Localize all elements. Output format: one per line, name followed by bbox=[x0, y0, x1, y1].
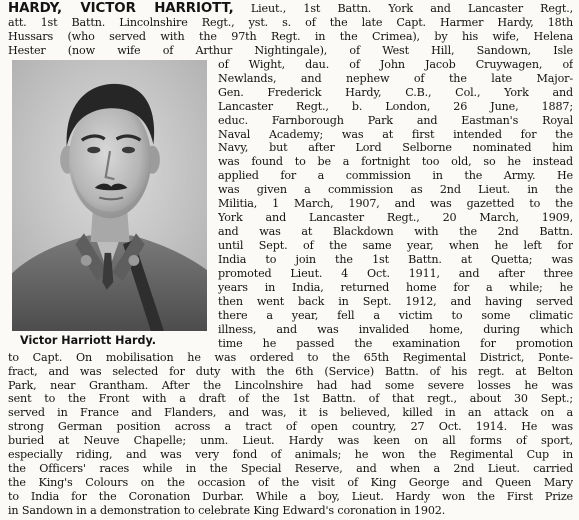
entry-line-side-8: was found to be a fortnight too old, so he instead bbox=[218, 155, 573, 169]
entry-line-bottom-7: buried at Neuve Chapelle; unm. Lieut. Hardy was keen on all forms of sport, bbox=[8, 434, 573, 448]
entry-line-bottom-8: especially riding, and was very fond of animals; he won the Regimental Cup in bbox=[8, 448, 573, 462]
entry-line-bottom-5: served in France and Flanders, and was, it is believed, killed in an attack on a bbox=[8, 406, 573, 420]
entry-line-side-17: years in India, returned home for a while; he bbox=[218, 280, 573, 294]
entry-line-side-15: India to join the 1st Battn. at Quetta; was bbox=[218, 253, 573, 267]
entry-line-side-2: Newlands, and nephew of the late Major- bbox=[218, 71, 573, 85]
entry-first-line bbox=[8, 2, 573, 16]
entry-line-side-21: time he passed the examination for promotion bbox=[218, 336, 573, 350]
entry-line-bottom-9: the Officers' races while in the Special Reserve, and when a 2nd Lieut. carried bbox=[8, 462, 573, 476]
entry-line-side-12: York and Lancaster Regt., 20 March, 1909, bbox=[218, 211, 573, 225]
entry-line-side-10: was given a commission as 2nd Lieut. in the bbox=[218, 183, 573, 197]
portrait-caption: Victor Harriott Hardy. bbox=[20, 334, 157, 348]
entry-line-side-11: Militia, 1 March, 1907, and was gazetted to the bbox=[218, 197, 573, 211]
entry-line-bottom-12: in Sandown in a demonstration to celebrate King Edward's coronation in 1902. bbox=[8, 504, 446, 518]
entry-line-side-6: Naval Academy; was at first intended for the bbox=[218, 127, 573, 141]
entry-line-side-5: educ. Farnborough Park and Eastman's Royal bbox=[218, 113, 573, 127]
entry-line-side-16: promoted Lieut. 4 Oct. 1911, and after three bbox=[218, 266, 573, 280]
entry-line-bottom-11: to India for the Coronation Durbar. While a boy, Lieut. Hardy won the First Prize bbox=[8, 490, 573, 504]
entry-line-bottom-4: sent to the Front with a draft of the 1st Battn. of that regt., about 30 Sept.; bbox=[8, 392, 573, 406]
entry-line-side-19: there a year, fell a victim to some climatic bbox=[218, 308, 573, 322]
entry-line-side-3: Gen. Frederick Hardy, C.B., Col., York and bbox=[218, 85, 573, 99]
entry-line-bottom-1: to Capt. On mobilisation he was ordered to the 65th Regimental District, Ponte- bbox=[8, 350, 573, 364]
entry-first-line-text: Lieut., 1st Battn. York and Lancaster Regt., bbox=[233, 2, 573, 15]
portrait-image bbox=[12, 60, 207, 332]
portrait-photo bbox=[12, 60, 207, 332]
entry-line-side-4: Lancaster Regt., b. London, 26 June, 1887; bbox=[218, 99, 573, 113]
entry-line-side-18: then went back in Sept. 1912, and having served bbox=[218, 294, 573, 308]
entry-line-side-20: illness, and was invalided home, during which bbox=[218, 322, 573, 336]
entry-line-top-2: att. 1st Battn. Lincolnshire Regt., yst. s. of the late Capt. Harmer Hardy, 18th bbox=[8, 15, 573, 29]
entry-line-side-13: and was at Blackdown with the 2nd Battn. bbox=[218, 225, 573, 239]
entry-line-side-1: of Wight, dau. of John Jacob Cruywagen, of bbox=[218, 57, 573, 71]
entry-line-top-3: Hussars (who served with the 97th Regt. in the Crimea), by his wife, Helena bbox=[8, 29, 573, 43]
entry-line-side-7: Navy, but after Lord Selborne nominated him bbox=[218, 141, 573, 155]
entry-line-bottom-2: fract, and was selected for duty with the 6th (Service) Battn. of his regt. at Belton bbox=[8, 364, 573, 378]
entry-line-side-9: applied for a commission in the Army. He bbox=[218, 169, 573, 183]
entry-line-bottom-3: Park, near Grantham. After the Lincolnshire had had some severe losses he was bbox=[8, 378, 573, 392]
entry-heading: HARDY, VICTOR HARRIOTT, bbox=[8, 2, 234, 16]
entry-line-bottom-6: strong German position across a tract of open country, 27 Oct. 1914. He was bbox=[8, 420, 573, 434]
entry-line-top-4: Hester (now wife of Arthur Nightingale), of West Hill, Sandown, Isle bbox=[8, 43, 573, 57]
entry-line-side-14: until Sept. of the same year, when he left for bbox=[218, 239, 573, 253]
entry-line-bottom-10: the King's Colours on the occasion of the visit of King George and Queen Mary bbox=[8, 476, 573, 490]
